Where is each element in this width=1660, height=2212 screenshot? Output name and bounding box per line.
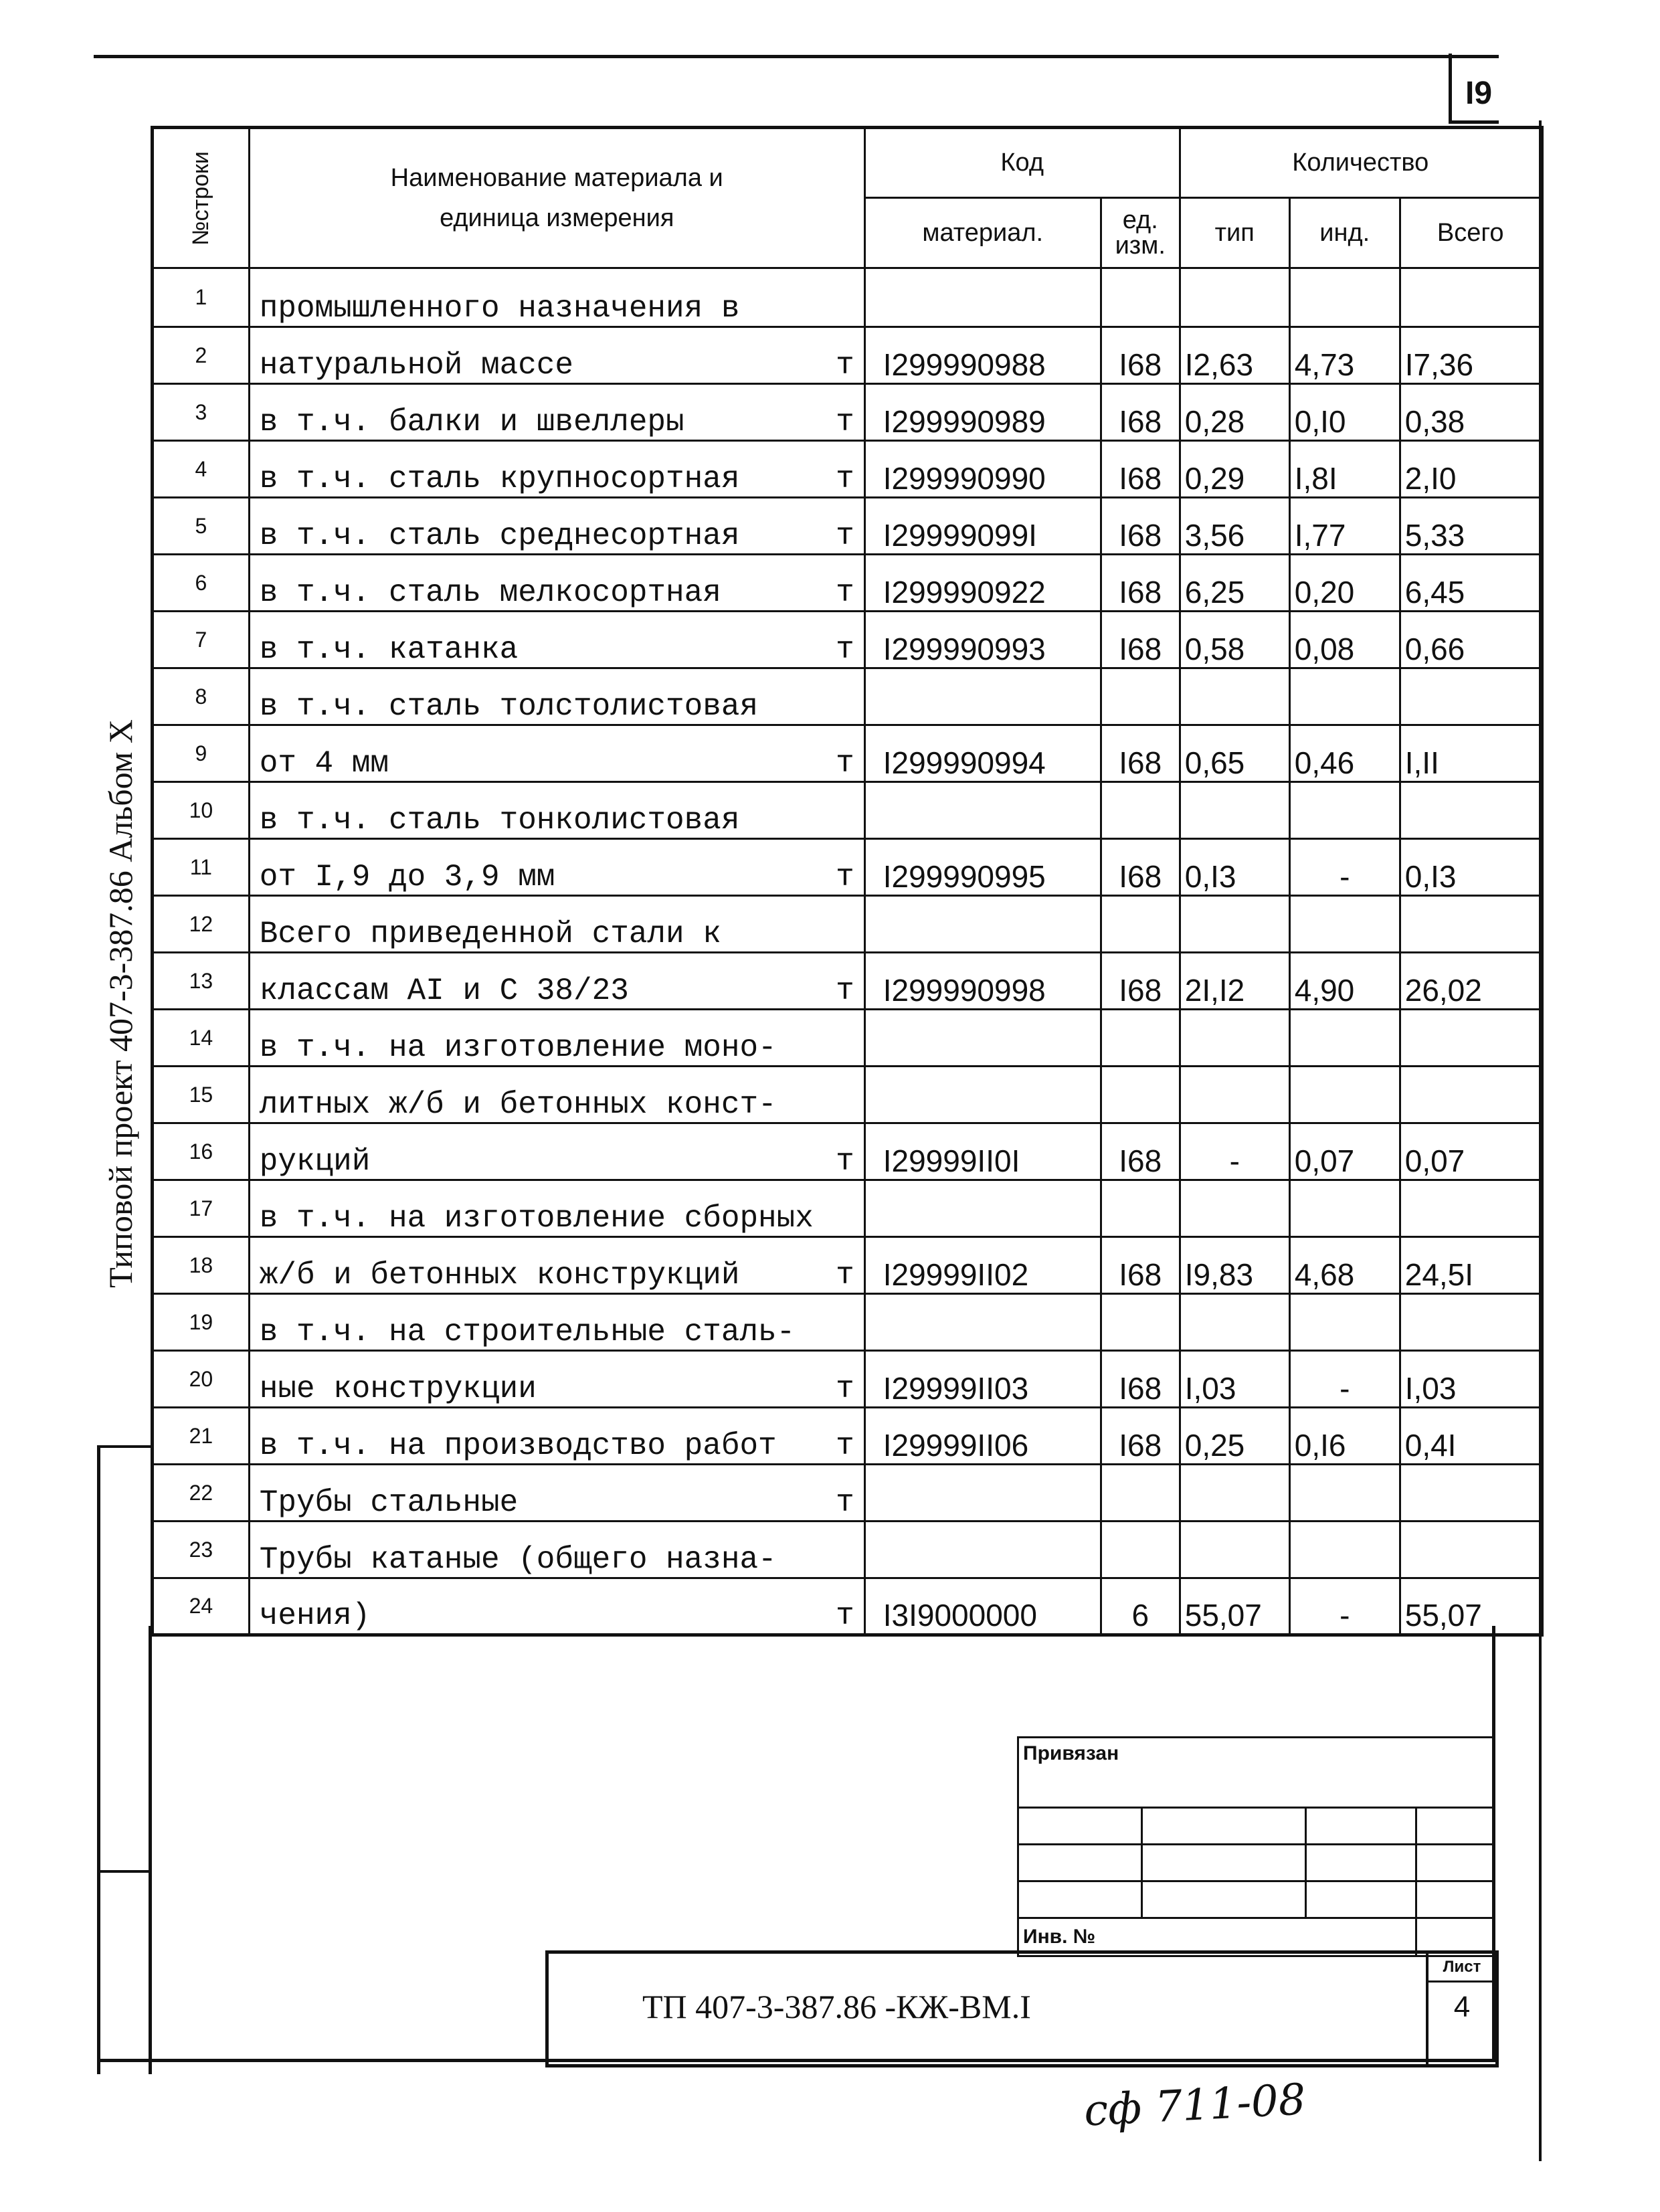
code-material-header: материал. xyxy=(864,198,1101,268)
material-name-text: в т.ч. на производство работ xyxy=(259,1428,777,1463)
row-number: 4 xyxy=(153,441,250,498)
material-code: I29999II03 xyxy=(864,1351,1101,1408)
materials-table-body xyxy=(153,268,1542,1635)
document-code: ТП 407-3-387.86 -КЖ-ВМ.I xyxy=(642,1988,1031,2025)
table-row xyxy=(153,1237,1542,1294)
unit-code: I68 xyxy=(1101,725,1180,782)
qty-type: 0,65 xyxy=(1180,725,1289,782)
qty-type xyxy=(1180,896,1289,953)
qty-type: 0,25 xyxy=(1180,1408,1289,1465)
material-name-text: рукций xyxy=(259,1144,371,1179)
unit-code xyxy=(1101,1294,1180,1351)
qty-ind: 0,I0 xyxy=(1289,384,1400,441)
row-number: 19 xyxy=(153,1294,250,1351)
qty-ind: 0,08 xyxy=(1289,612,1400,668)
qty-ind: 4,68 xyxy=(1289,1237,1400,1294)
material-code: I299990989 xyxy=(864,384,1101,441)
qty-ind xyxy=(1289,1294,1400,1351)
material-code: I299990990 xyxy=(864,441,1101,498)
material-name-text: ж/б и бетонных конструкций xyxy=(259,1258,740,1293)
unit-symbol: т xyxy=(836,1598,854,1633)
qty-ind xyxy=(1289,782,1400,839)
row-number: 10 xyxy=(153,782,250,839)
unit-symbol: т xyxy=(836,1485,854,1520)
stamp-cell xyxy=(1416,1808,1493,1845)
material-code xyxy=(864,1180,1101,1237)
material-name-text: в т.ч. сталь среднесортная xyxy=(259,519,740,553)
qty-type: 2I,I2 xyxy=(1180,953,1289,1010)
material-code xyxy=(864,1067,1101,1123)
unit-symbol: т xyxy=(836,575,854,610)
material-name xyxy=(249,1578,864,1635)
qty-ind: I,8I xyxy=(1289,441,1400,498)
handwritten-note: сф 711-08 xyxy=(1083,2075,1307,2136)
qty-type: 55,07 xyxy=(1180,1578,1289,1635)
stamp-cell xyxy=(1416,1881,1493,1918)
qty-total: 0,66 xyxy=(1400,612,1542,668)
stamp-cell xyxy=(1306,1808,1416,1845)
unit-code: I68 xyxy=(1101,839,1180,896)
stamp-cell xyxy=(1142,1845,1306,1881)
sheet-label: Лист xyxy=(1428,1954,1495,1983)
material-name xyxy=(249,1123,864,1180)
material-name-text: в т.ч. сталь крупносортная xyxy=(259,462,740,496)
material-name xyxy=(249,327,864,384)
qty-ind: I,77 xyxy=(1289,498,1400,555)
qty-total xyxy=(1400,782,1542,839)
qty-type xyxy=(1180,268,1289,327)
lower-frame-line xyxy=(149,1626,152,2074)
unit-symbol: т xyxy=(836,746,854,781)
unit-symbol: т xyxy=(836,462,854,496)
table-row xyxy=(153,1522,1542,1578)
qty-ind xyxy=(1289,1010,1400,1067)
material-code: I299990994 xyxy=(864,725,1101,782)
qty-total: 0,I3 xyxy=(1400,839,1542,896)
unit-symbol: т xyxy=(836,860,854,895)
qty-type: I,03 xyxy=(1180,1351,1289,1408)
material-code: I29999II06 xyxy=(864,1408,1101,1465)
material-name-text: в т.ч. балки и швеллеры xyxy=(259,405,684,440)
qty-ind xyxy=(1289,1465,1400,1522)
stamp-cell xyxy=(1306,1881,1416,1918)
qty-type xyxy=(1180,1067,1289,1123)
material-name xyxy=(249,555,864,612)
row-number: 16 xyxy=(153,1123,250,1180)
material-name xyxy=(249,896,864,953)
top-rule xyxy=(94,55,1499,58)
material-name xyxy=(249,441,864,498)
qty-total xyxy=(1400,1294,1542,1351)
table-row xyxy=(153,1465,1542,1522)
unit-code: I68 xyxy=(1101,327,1180,384)
row-number: 7 xyxy=(153,612,250,668)
table-row xyxy=(153,668,1542,725)
unit-code: I68 xyxy=(1101,1237,1180,1294)
row-number: 20 xyxy=(153,1351,250,1408)
qty-type xyxy=(1180,782,1289,839)
table-row xyxy=(153,1067,1542,1123)
material-code xyxy=(864,1465,1101,1522)
qty-total: I,II xyxy=(1400,725,1542,782)
qty-type: 0,29 xyxy=(1180,441,1289,498)
row-number: 15 xyxy=(153,1067,250,1123)
qty-total: 26,02 xyxy=(1400,953,1542,1010)
unit-symbol: т xyxy=(836,519,854,553)
qty-ind: 0,20 xyxy=(1289,555,1400,612)
qty-type: 6,25 xyxy=(1180,555,1289,612)
row-number: 18 xyxy=(153,1237,250,1294)
material-name xyxy=(249,953,864,1010)
row-number: 21 xyxy=(153,1408,250,1465)
table-row xyxy=(153,441,1542,498)
stamp-cell xyxy=(1018,1808,1142,1845)
table-row xyxy=(153,1351,1542,1408)
row-number: 9 xyxy=(153,725,250,782)
qty-total xyxy=(1400,1180,1542,1237)
stamp-cell xyxy=(1018,1845,1142,1881)
material-code: I29999II02 xyxy=(864,1237,1101,1294)
row-number: 12 xyxy=(153,896,250,953)
material-name-text: в т.ч. сталь мелкосортная xyxy=(259,575,721,610)
qty-total: 55,07 xyxy=(1400,1578,1542,1635)
table-row xyxy=(153,612,1542,668)
qty-type xyxy=(1180,1180,1289,1237)
material-name xyxy=(249,384,864,441)
qty-type xyxy=(1180,1465,1289,1522)
sheet-box xyxy=(1426,1954,1495,2064)
qty-total xyxy=(1400,268,1542,327)
unit-code: I68 xyxy=(1101,953,1180,1010)
qty-total: I7,36 xyxy=(1400,327,1542,384)
left-strip-divider xyxy=(97,1870,151,1873)
row-number: 1 xyxy=(153,268,250,327)
row-number: 23 xyxy=(153,1522,250,1578)
material-name-text: Трубы стальные xyxy=(259,1485,519,1520)
rownum-header: №строки xyxy=(153,128,250,268)
qty-total: I,03 xyxy=(1400,1351,1542,1408)
qty-ind: 4,90 xyxy=(1289,953,1400,1010)
material-name xyxy=(249,1351,864,1408)
stamp-cell xyxy=(1416,1845,1493,1881)
table-row xyxy=(153,725,1542,782)
unit-code: I68 xyxy=(1101,555,1180,612)
material-code xyxy=(864,1010,1101,1067)
qty-type-header: тип xyxy=(1180,198,1289,268)
table-row xyxy=(153,498,1542,555)
table-row xyxy=(153,782,1542,839)
qty-ind-header: инд. xyxy=(1289,198,1400,268)
table-row xyxy=(153,1578,1542,1635)
material-name xyxy=(249,1465,864,1522)
material-code: I3I9000000 xyxy=(864,1578,1101,1635)
qty-ind: 0,07 xyxy=(1289,1123,1400,1180)
inventory-number-label: Инв. № xyxy=(1018,1918,1416,1956)
name-header: Наименование материала и единица измерения xyxy=(249,128,864,268)
qty-ind: 0,I6 xyxy=(1289,1408,1400,1465)
unit-code xyxy=(1101,1010,1180,1067)
qty-total: 2,I0 xyxy=(1400,441,1542,498)
unit-symbol: т xyxy=(836,974,854,1008)
material-code: I299990995 xyxy=(864,839,1101,896)
qty-ind xyxy=(1289,668,1400,725)
qty-type xyxy=(1180,1010,1289,1067)
unit-code xyxy=(1101,896,1180,953)
material-name-text: от I,9 до 3,9 мм xyxy=(259,860,555,895)
material-name-text: в т.ч. сталь толстолистовая xyxy=(259,689,759,724)
row-number: 17 xyxy=(153,1180,250,1237)
unit-code: I68 xyxy=(1101,441,1180,498)
material-name-text: натуральной массе xyxy=(259,348,574,383)
material-name xyxy=(249,1408,864,1465)
table-row xyxy=(153,1294,1542,1351)
qty-total: 5,33 xyxy=(1400,498,1542,555)
qty-type: - xyxy=(1180,1123,1289,1180)
code-group-header: Код xyxy=(864,128,1180,198)
unit-symbol: т xyxy=(836,632,854,667)
table-row xyxy=(153,1123,1542,1180)
material-name-text: от 4 мм xyxy=(259,746,389,781)
table-row xyxy=(153,1010,1542,1067)
quantity-group-header: Количество xyxy=(1180,128,1542,198)
material-code xyxy=(864,668,1101,725)
material-code: I299990993 xyxy=(864,612,1101,668)
sheet-number: 4 xyxy=(1453,1991,1471,2023)
unit-code: 6 xyxy=(1101,1578,1180,1635)
table-row xyxy=(153,839,1542,896)
row-number: 24 xyxy=(153,1578,250,1635)
material-name-text: Всего приведенной стали к xyxy=(259,917,721,951)
material-name xyxy=(249,1237,864,1294)
qty-ind xyxy=(1289,1180,1400,1237)
material-code: I29999099I xyxy=(864,498,1101,555)
unit-symbol: т xyxy=(836,1428,854,1463)
unit-code: I68 xyxy=(1101,1351,1180,1408)
material-name xyxy=(249,1067,864,1123)
attached-label: Привязан xyxy=(1018,1738,1493,1808)
unit-code: I68 xyxy=(1101,612,1180,668)
material-name-text: в т.ч. на изготовление сборных xyxy=(259,1201,814,1236)
stamp-cell xyxy=(1306,1845,1416,1881)
qty-total: 24,5I xyxy=(1400,1237,1542,1294)
unit-symbol: т xyxy=(836,405,854,440)
material-name-text: промышленного назначения в xyxy=(259,291,740,326)
qty-ind: 4,73 xyxy=(1289,327,1400,384)
row-number: 22 xyxy=(153,1465,250,1522)
unit-symbol: т xyxy=(836,1372,854,1406)
stamp-cell xyxy=(1018,1881,1142,1918)
unit-code xyxy=(1101,1522,1180,1578)
material-name-text: классам АI и С 38/23 xyxy=(259,974,629,1008)
qty-total xyxy=(1400,668,1542,725)
qty-ind: - xyxy=(1289,1351,1400,1408)
qty-type: 0,58 xyxy=(1180,612,1289,668)
row-number: 11 xyxy=(153,839,250,896)
table-row xyxy=(153,268,1542,327)
material-name-text: в т.ч. сталь тонколистовая xyxy=(259,803,740,838)
qty-type: 0,28 xyxy=(1180,384,1289,441)
material-name xyxy=(249,1522,864,1578)
qty-type xyxy=(1180,1294,1289,1351)
material-code: I299990988 xyxy=(864,327,1101,384)
qty-type xyxy=(1180,668,1289,725)
unit-code xyxy=(1101,1180,1180,1237)
row-number: 3 xyxy=(153,384,250,441)
unit-code xyxy=(1101,268,1180,327)
table-row xyxy=(153,1408,1542,1465)
unit-code xyxy=(1101,1465,1180,1522)
table-row xyxy=(153,953,1542,1010)
qty-ind: - xyxy=(1289,1578,1400,1635)
qty-total xyxy=(1400,1522,1542,1578)
material-code: I299990922 xyxy=(864,555,1101,612)
unit-symbol: т xyxy=(836,348,854,383)
material-name xyxy=(249,1294,864,1351)
qty-type: 3,56 xyxy=(1180,498,1289,555)
unit-code: I68 xyxy=(1101,1123,1180,1180)
material-name xyxy=(249,668,864,725)
material-name xyxy=(249,725,864,782)
qty-ind xyxy=(1289,1522,1400,1578)
row-number: 2 xyxy=(153,327,250,384)
left-strip-divider xyxy=(97,1445,151,1448)
binding-stamp-grid xyxy=(1017,1736,1494,1957)
unit-code: I68 xyxy=(1101,1408,1180,1465)
qty-ind xyxy=(1289,268,1400,327)
table-row xyxy=(153,1180,1542,1237)
qty-ind xyxy=(1289,1067,1400,1123)
row-number: 14 xyxy=(153,1010,250,1067)
material-code xyxy=(864,896,1101,953)
qty-ind: - xyxy=(1289,839,1400,896)
qty-total: 0,38 xyxy=(1400,384,1542,441)
qty-ind xyxy=(1289,896,1400,953)
qty-total xyxy=(1400,1465,1542,1522)
material-code xyxy=(864,1522,1101,1578)
materials-table xyxy=(151,126,1544,1637)
qty-total: 0,4I xyxy=(1400,1408,1542,1465)
material-name-text: ные конструкции xyxy=(259,1372,537,1406)
stamp-cell xyxy=(1142,1808,1306,1845)
unit-symbol: т xyxy=(836,1144,854,1179)
unit-code xyxy=(1101,782,1180,839)
qty-type xyxy=(1180,1522,1289,1578)
material-name-text: Трубы катаные (общего назна- xyxy=(259,1542,777,1577)
unit-symbol: т xyxy=(836,1258,854,1293)
material-name-text: в т.ч. на изготовление моно- xyxy=(259,1030,777,1065)
qty-total xyxy=(1400,896,1542,953)
row-number: 6 xyxy=(153,555,250,612)
material-code: I29999II0I xyxy=(864,1123,1101,1180)
table-row xyxy=(153,896,1542,953)
unit-code: I68 xyxy=(1101,384,1180,441)
material-name-text: в т.ч. катанка xyxy=(259,632,519,667)
material-name xyxy=(249,268,864,327)
qty-type: I9,83 xyxy=(1180,1237,1289,1294)
material-name xyxy=(249,839,864,896)
material-name xyxy=(249,1180,864,1237)
qty-total xyxy=(1400,1067,1542,1123)
table-row xyxy=(153,555,1542,612)
qty-total: 0,07 xyxy=(1400,1123,1542,1180)
material-name-text: чения) xyxy=(259,1598,371,1633)
left-strip-line xyxy=(97,1445,100,2074)
material-code xyxy=(864,782,1101,839)
material-code: I299990998 xyxy=(864,953,1101,1010)
page-number: I9 xyxy=(1465,76,1493,111)
qty-total-header: Всего xyxy=(1400,198,1542,268)
row-number: 8 xyxy=(153,668,250,725)
code-unit-header: ед. изм. xyxy=(1101,198,1180,268)
material-code xyxy=(864,1294,1101,1351)
stamp-cell xyxy=(1142,1881,1306,1918)
qty-total xyxy=(1400,1010,1542,1067)
unit-code: I68 xyxy=(1101,498,1180,555)
material-name xyxy=(249,782,864,839)
row-number: 13 xyxy=(153,953,250,1010)
qty-ind: 0,46 xyxy=(1289,725,1400,782)
material-name-text: в т.ч. на строительные сталь- xyxy=(259,1315,796,1350)
title-block xyxy=(545,1950,1499,2067)
material-name-text: литных ж/б и бетонных конст- xyxy=(259,1087,777,1122)
side-caption: Типовой проект 407-3-387.86 Альбом X xyxy=(102,719,139,1288)
unit-code xyxy=(1101,1067,1180,1123)
material-name xyxy=(249,1010,864,1067)
qty-type: I2,63 xyxy=(1180,327,1289,384)
material-code xyxy=(864,268,1101,327)
row-number: 5 xyxy=(153,498,250,555)
qty-total: 6,45 xyxy=(1400,555,1542,612)
table-row xyxy=(153,327,1542,384)
table-row xyxy=(153,384,1542,441)
material-name xyxy=(249,498,864,555)
material-name xyxy=(249,612,864,668)
unit-code xyxy=(1101,668,1180,725)
qty-type: 0,I3 xyxy=(1180,839,1289,896)
binding-stamp xyxy=(1017,1736,1492,1957)
